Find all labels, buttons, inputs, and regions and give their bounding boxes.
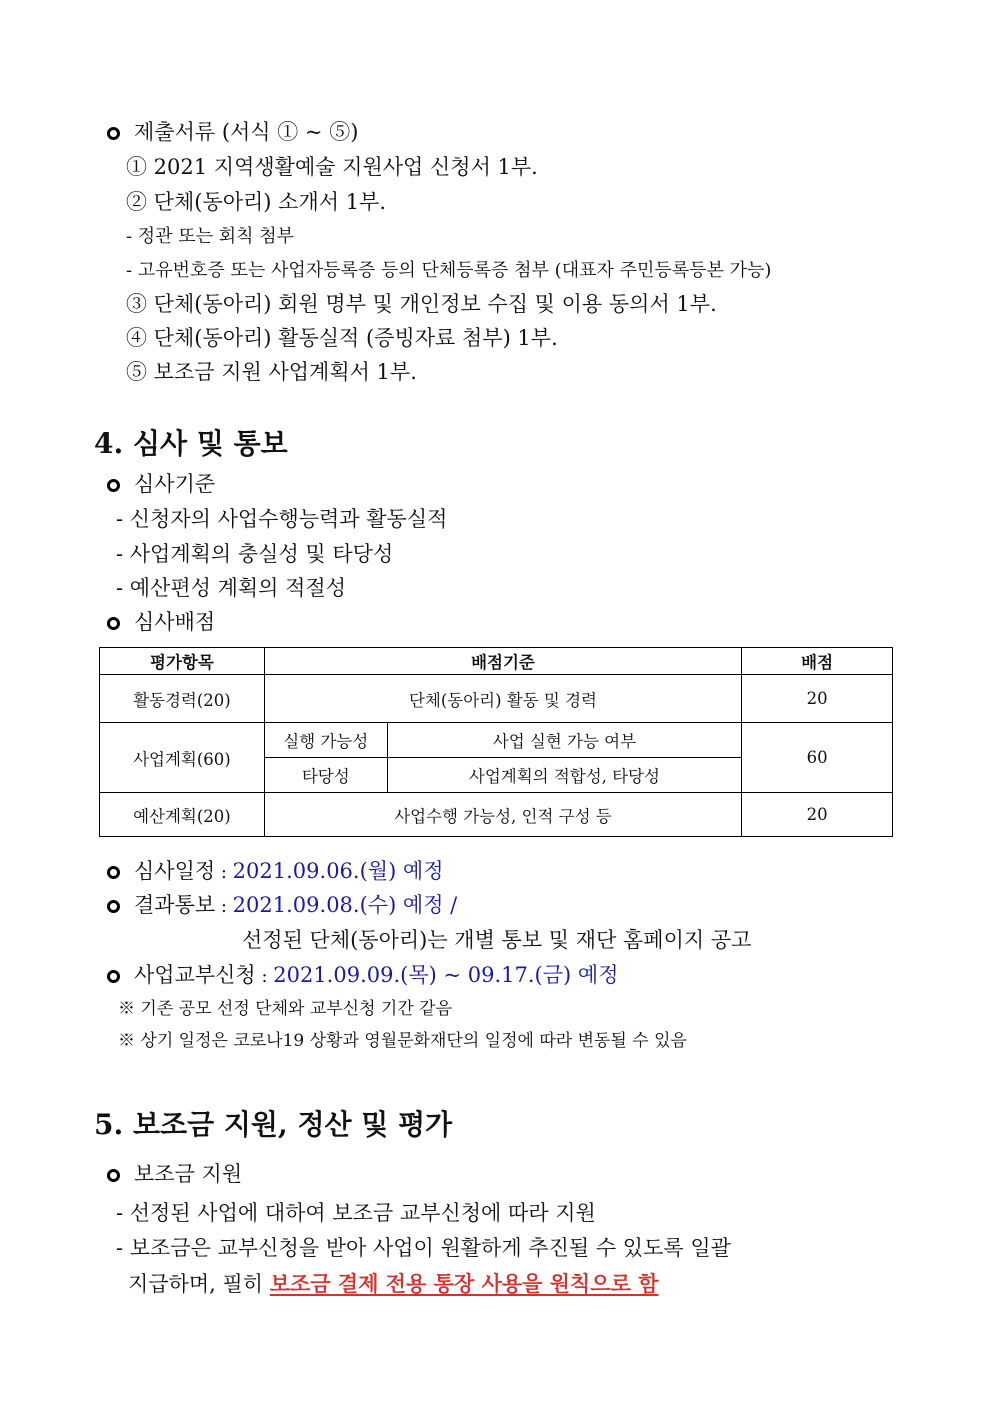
highlight-text: 보조금 결제 전용 통장 사용을 원칙으로 함 [269, 1271, 659, 1296]
table-header-row [100, 648, 893, 675]
doc-item-5: ⑤ 보조금 지원 사업계획서 1부. [126, 360, 417, 384]
doc-item-1: ① 2021 지역생활예술 지원사업 신청서 1부. [126, 155, 538, 179]
subsidy-item-2-cont: 지급하며, 필히 보조금 결제 전용 통장 사용을 원칙으로 함 [128, 1271, 659, 1296]
result-note: 선정된 단체(동아리)는 개별 통보 및 재단 홈페이지 공고 [242, 928, 752, 952]
table-row [100, 723, 893, 758]
schedule-line: 심사일정 : 2021.09.06.(월) 예정 [107, 855, 444, 885]
table-cell: 사업 실현 가능 여부 [387, 723, 742, 758]
table-cell: 단체(동아리) 활동 및 경력 [264, 675, 741, 723]
grant-apply-date: 2021.09.09.(목) ~ 09.17.(금) 예정 [273, 963, 619, 987]
circle-bullet-icon [107, 866, 120, 879]
circle-bullet-icon [107, 617, 120, 630]
table-cell: 사업계획(60) [100, 723, 265, 793]
table-cell: 사업계획의 적합성, 타당성 [387, 758, 742, 793]
note-2: ※ 상기 일정은 코로나19 상황과 영월문화재단의 일정에 따라 변동될 수 있음 [118, 1031, 687, 1051]
table-cell: 20 [742, 675, 893, 723]
header-score: 배점 [742, 648, 893, 675]
grant-apply-line: 사업교부신청 : 2021.09.09.(목) ~ 09.17.(금) 예정 [107, 959, 618, 989]
criteria-item-1: - 신청자의 사업수행능력과 활동실적 [116, 507, 448, 531]
criteria-heading: 심사기준 [107, 468, 215, 498]
table-row [100, 675, 893, 723]
result-line: 결과통보 : 2021.09.08.(수) 예정 / [107, 889, 457, 919]
subsidy-item-1: - 선정된 사업에 대하여 보조금 교부신청에 따라 지원 [116, 1201, 596, 1225]
doc-item-3: ③ 단체(동아리) 회원 명부 및 개인정보 수집 및 이용 동의서 1부. [126, 292, 717, 316]
doc-item-2: ② 단체(동아리) 소개서 1부. [126, 190, 387, 214]
table-cell: 60 [742, 723, 893, 793]
result-date: 2021.09.08.(수) 예정 / [232, 893, 458, 917]
circle-bullet-icon [107, 127, 120, 140]
circle-bullet-icon [107, 1169, 120, 1182]
score-table [99, 647, 893, 837]
docs-heading: 제출서류 (서식 ① ~ ⑤) [107, 116, 358, 146]
table-row [100, 793, 893, 837]
note-1: ※ 기존 공모 선정 단체와 교부신청 기간 같음 [118, 999, 453, 1019]
doc-item-4: ④ 단체(동아리) 활동실적 (증빙자료 첨부) 1부. [126, 326, 558, 350]
table-cell: 활동경력(20) [100, 675, 265, 723]
table-cell: 타당성 [264, 758, 387, 793]
subsidy-heading: 보조금 지원 [107, 1158, 242, 1188]
criteria-item-2: - 사업계획의 충실성 및 타당성 [116, 542, 394, 566]
circle-bullet-icon [107, 479, 120, 492]
table-cell: 20 [742, 793, 893, 837]
table-cell: 예산계획(20) [100, 793, 265, 837]
circle-bullet-icon [107, 900, 120, 913]
header-criteria: 배점기준 [264, 648, 741, 675]
doc-item-2-note-1: - 정관 또는 회칙 첨부 [126, 226, 295, 247]
table-cell: 사업수행 가능성, 인적 구성 등 [264, 793, 741, 837]
score-heading: 심사배점 [107, 606, 215, 636]
circle-bullet-icon [107, 970, 120, 983]
header-item: 평가항목 [100, 648, 265, 675]
doc-item-2-note-2: - 고유번호증 또는 사업자등록증 등의 단체등록증 첨부 (대표자 주민등록등본 가능) [126, 260, 772, 281]
criteria-item-3: - 예산편성 계획의 적절성 [116, 576, 346, 600]
table-cell: 실행 가능성 [264, 723, 387, 758]
section-4-title: 4. 심사 및 통보 [94, 427, 288, 460]
schedule-date: 2021.09.06.(월) 예정 [232, 859, 444, 883]
section-5-title: 5. 보조금 지원, 정산 및 평가 [94, 1108, 453, 1141]
subsidy-item-2: - 보조금은 교부신청을 받아 사업이 원활하게 추진될 수 있도록 일괄 [116, 1236, 731, 1260]
